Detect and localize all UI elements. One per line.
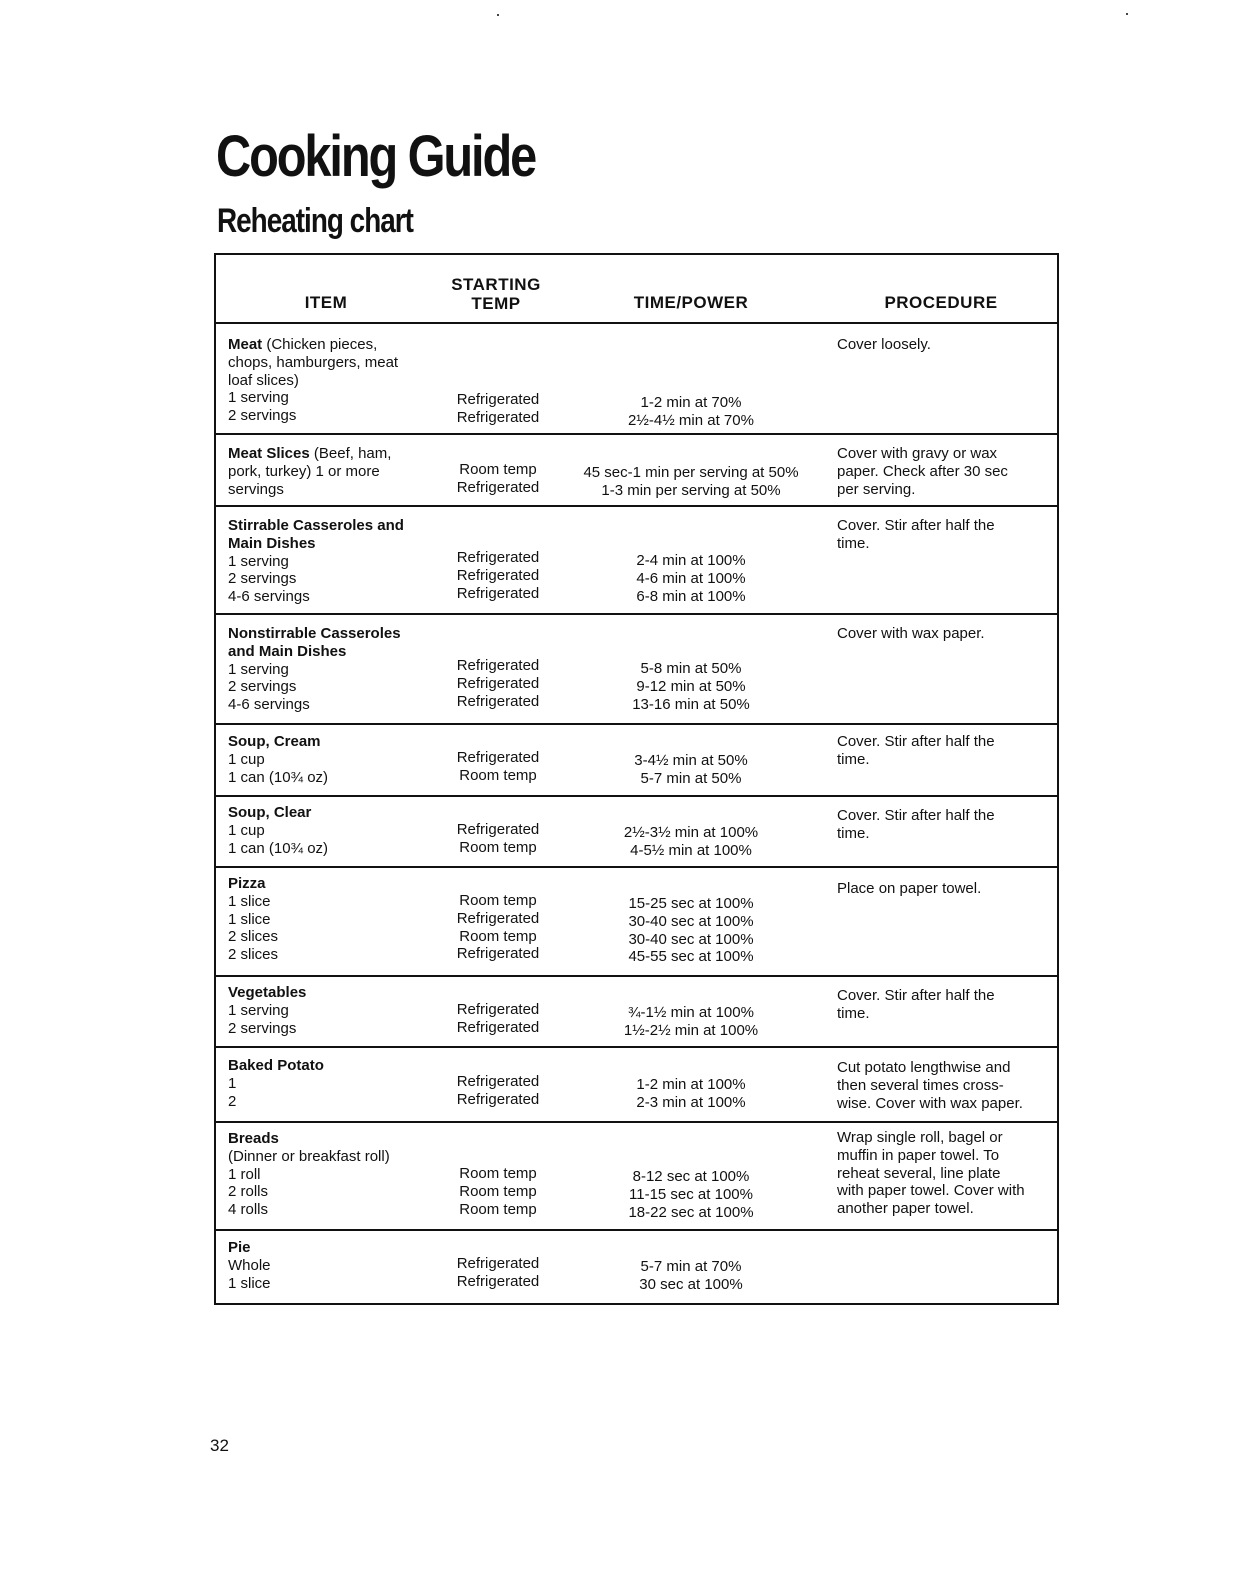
procedure-line: Cover. Stir after half the xyxy=(837,733,995,750)
starting-temp: Refrigerated xyxy=(456,566,540,584)
item-line: 1 xyxy=(228,1074,237,1092)
item-cell xyxy=(228,625,438,714)
table-row xyxy=(216,725,1057,797)
table-row xyxy=(216,977,1057,1048)
item-name: Pizza xyxy=(228,875,266,892)
time-power: 1½-2½ min at 100% xyxy=(623,1021,759,1039)
item-title-line xyxy=(228,804,438,822)
procedure-line: wise. Cover with wax paper. xyxy=(837,1094,1023,1112)
header-temp-line2: TEMP xyxy=(471,294,521,313)
procedure-line: muffin in paper towel. To xyxy=(837,1146,1000,1164)
page-number: 32 xyxy=(210,1436,229,1455)
header-time-power: TIME/POWER xyxy=(633,293,749,312)
starting-temp: Refrigerated xyxy=(456,1073,540,1090)
time-power-cell xyxy=(556,660,826,713)
time-power-cell xyxy=(556,1076,826,1112)
scan-speck xyxy=(1126,13,1128,15)
time-power: 4-6 min at 100% xyxy=(636,569,746,587)
item-cell xyxy=(228,875,438,964)
procedure-line: time. xyxy=(837,1004,870,1022)
table-row xyxy=(216,1048,1057,1123)
scan-speck xyxy=(497,14,499,16)
header-temp-line1: STARTING xyxy=(451,275,541,294)
item-note: (Beef, ham, xyxy=(309,445,392,462)
item-line: 1 roll xyxy=(228,1165,261,1183)
starting-temp: Refrigerated xyxy=(456,584,540,602)
starting-temp-cell xyxy=(438,1165,558,1218)
time-power: 30-40 sec at 100% xyxy=(628,930,754,948)
time-power-cell xyxy=(556,464,826,500)
time-power: 6-8 min at 100% xyxy=(636,587,746,605)
starting-temp: Room temp xyxy=(459,927,537,945)
item-line: chops, hamburgers, meat xyxy=(228,353,399,371)
time-power-cell xyxy=(556,1168,826,1221)
procedure-line: Cover. Stir after half the xyxy=(837,987,995,1004)
time-power: 2½-3½ min at 100% xyxy=(623,824,759,841)
starting-temp: Refrigerated xyxy=(456,657,540,674)
time-power-cell xyxy=(556,394,826,430)
time-power: 5-8 min at 50% xyxy=(640,660,742,677)
item-line: 1 slice xyxy=(228,892,271,910)
header-item: ITEM xyxy=(304,293,348,312)
item-line: 2 servings xyxy=(228,570,297,588)
item-line: 4 rolls xyxy=(228,1201,269,1219)
time-power: 8-12 sec at 100% xyxy=(632,1168,750,1185)
item-name: Stirrable Casseroles and xyxy=(228,517,404,534)
time-power-cell xyxy=(556,552,826,605)
item-name: Breads xyxy=(228,1130,279,1147)
header-starting-temp xyxy=(436,275,556,313)
time-power: ¾-1½ min at 100% xyxy=(628,1004,754,1021)
time-power: 2-3 min at 100% xyxy=(636,1093,746,1111)
time-power-cell xyxy=(556,752,826,788)
item-line: 2 servings xyxy=(228,1019,297,1037)
procedure-line: Cut potato lengthwise and xyxy=(837,1059,1011,1076)
procedure-cell xyxy=(837,625,1055,643)
item-name: Meat Slices xyxy=(228,445,310,462)
item-line: 1 serving xyxy=(228,660,289,678)
item-cell xyxy=(228,517,438,606)
starting-temp-cell xyxy=(438,1073,558,1109)
procedure-line: Wrap single roll, bagel or xyxy=(837,1129,1003,1146)
item-name: and Main Dishes xyxy=(228,642,347,660)
item-line: 1 serving xyxy=(228,552,289,570)
item-cell xyxy=(228,984,438,1037)
starting-temp: Refrigerated xyxy=(456,549,540,566)
item-line: 4-6 servings xyxy=(228,696,310,714)
time-power-cell xyxy=(556,824,826,860)
table-row xyxy=(216,507,1057,615)
starting-temp: Refrigerated xyxy=(456,821,540,838)
table-row xyxy=(216,435,1057,507)
starting-temp-cell xyxy=(438,892,558,963)
item-line: loaf slices) xyxy=(228,371,299,389)
procedure-line: reheat several, line plate xyxy=(837,1164,1001,1182)
item-name: Nonstirrable Casseroles xyxy=(228,625,401,642)
procedure-cell xyxy=(837,1129,1055,1218)
item-line: 1 cup xyxy=(228,750,265,768)
starting-temp: Refrigerated xyxy=(456,692,540,710)
time-power-cell xyxy=(556,1004,826,1040)
item-cell xyxy=(228,336,438,425)
starting-temp-cell xyxy=(438,749,558,785)
time-power: 5-7 min at 50% xyxy=(640,769,742,787)
time-power: 2½-4½ min at 70% xyxy=(628,411,754,429)
starting-temp-cell xyxy=(438,821,558,857)
starting-temp: Room temp xyxy=(459,1182,537,1200)
item-cell xyxy=(228,733,438,786)
item-name: Meat xyxy=(228,336,263,353)
item-line: pork, turkey) 1 or more xyxy=(228,462,380,480)
starting-temp: Refrigerated xyxy=(456,1090,540,1108)
time-power: 3-4½ min at 50% xyxy=(634,752,748,769)
procedure-cell xyxy=(837,807,1055,843)
item-cell xyxy=(228,1057,438,1110)
procedure-line: Cover loosely. xyxy=(837,336,931,353)
starting-temp: Refrigerated xyxy=(456,478,540,496)
item-line: 1 can (10¾ oz) xyxy=(228,768,329,786)
starting-temp: Room temp xyxy=(459,892,537,909)
item-title-line xyxy=(228,1239,438,1257)
time-power: 1-2 min at 70% xyxy=(640,394,742,411)
starting-temp: Refrigerated xyxy=(456,1018,540,1036)
time-power: 15-25 sec at 100% xyxy=(628,895,754,912)
item-title-line xyxy=(228,1057,438,1075)
starting-temp: Room temp xyxy=(459,1165,537,1182)
item-line: 1 cup xyxy=(228,821,265,839)
starting-temp: Refrigerated xyxy=(456,945,540,963)
time-power: 30 sec at 100% xyxy=(639,1275,743,1293)
table-body xyxy=(216,324,1057,1303)
table-row xyxy=(216,868,1057,977)
procedure-line: time. xyxy=(837,534,870,552)
item-line: 2 rolls xyxy=(228,1183,269,1201)
procedure-line: Cover with wax paper. xyxy=(837,625,985,642)
item-title-line xyxy=(228,445,438,463)
starting-temp: Room temp xyxy=(459,838,537,856)
item-title-line xyxy=(228,336,438,354)
procedure-line: Cover. Stir after half the xyxy=(837,807,995,824)
procedure-line: time. xyxy=(837,824,870,842)
item-line: 2 slices xyxy=(228,946,279,964)
item-line: 1 can (10¾ oz) xyxy=(228,839,329,857)
table-row xyxy=(216,615,1057,725)
item-line: 1 slice xyxy=(228,1274,271,1292)
time-power: 4-5½ min at 100% xyxy=(630,841,752,859)
item-line: 2 xyxy=(228,1092,237,1110)
item-name: Vegetables xyxy=(228,984,307,1001)
time-power: 2-4 min at 100% xyxy=(636,552,746,569)
item-line: 1 serving xyxy=(228,389,289,407)
procedure-line: per serving. xyxy=(837,480,916,498)
item-line: 1 slice xyxy=(228,910,271,928)
item-title-line xyxy=(228,733,438,751)
time-power: 1-3 min per serving at 50% xyxy=(601,481,781,499)
item-name: Soup, Clear xyxy=(228,804,312,821)
procedure-cell xyxy=(837,336,1055,354)
starting-temp-cell xyxy=(438,657,558,710)
time-power-cell xyxy=(556,1258,826,1294)
time-power-cell xyxy=(556,895,826,966)
starting-temp: Room temp xyxy=(459,461,537,478)
item-title-line xyxy=(228,875,438,893)
item-title-line xyxy=(228,984,438,1002)
starting-temp-cell xyxy=(438,461,558,497)
item-cell xyxy=(228,445,438,498)
starting-temp-cell xyxy=(438,1001,558,1037)
item-name: Main Dishes xyxy=(228,534,316,552)
starting-temp: Refrigerated xyxy=(456,391,540,408)
time-power: 1-2 min at 100% xyxy=(636,1076,746,1093)
table-header xyxy=(216,255,1057,324)
starting-temp: Room temp xyxy=(459,766,537,784)
time-power: 11-15 sec at 100% xyxy=(629,1185,753,1203)
item-cell xyxy=(228,804,438,857)
starting-temp-cell xyxy=(438,549,558,602)
procedure-line: Cover. Stir after half the xyxy=(837,517,995,534)
starting-temp: Refrigerated xyxy=(456,1255,540,1272)
time-power: 30-40 sec at 100% xyxy=(628,912,754,930)
item-name: Pie xyxy=(228,1239,251,1256)
procedure-cell xyxy=(837,733,1055,769)
page-title: Cooking Guide xyxy=(216,124,536,189)
item-cell xyxy=(228,1239,438,1292)
procedure-cell xyxy=(837,880,1055,898)
starting-temp: Room temp xyxy=(459,1200,537,1218)
section-subtitle: Reheating chart xyxy=(217,202,413,240)
item-line: servings xyxy=(228,480,284,498)
procedure-line: then several times cross- xyxy=(837,1076,1004,1094)
header-procedure: PROCEDURE xyxy=(884,293,998,312)
item-line: (Dinner or breakfast roll) xyxy=(228,1147,390,1165)
starting-temp: Refrigerated xyxy=(456,1272,540,1290)
item-line: 2 servings xyxy=(228,407,297,425)
table-row xyxy=(216,1231,1057,1303)
time-power: 45-55 sec at 100% xyxy=(628,948,754,966)
item-title-line xyxy=(228,1130,438,1148)
time-power: 13-16 min at 50% xyxy=(632,695,750,713)
item-line: 1 serving xyxy=(228,1001,289,1019)
item-name: Soup, Cream xyxy=(228,733,321,750)
time-power: 45 sec-1 min per serving at 50% xyxy=(583,464,799,481)
item-line: 2 servings xyxy=(228,678,297,696)
procedure-cell xyxy=(837,445,1055,498)
procedure-line: with paper towel. Cover with xyxy=(837,1182,1025,1200)
procedure-line: time. xyxy=(837,750,870,768)
item-line: Whole xyxy=(228,1256,271,1274)
procedure-line: Place on paper towel. xyxy=(837,880,982,897)
item-line: 4-6 servings xyxy=(228,588,310,606)
starting-temp-cell xyxy=(438,391,558,427)
time-power: 18-22 sec at 100% xyxy=(628,1203,754,1221)
starting-temp: Refrigerated xyxy=(456,1001,540,1018)
reheating-table xyxy=(214,253,1059,1305)
procedure-cell xyxy=(837,517,1055,553)
time-power: 9-12 min at 50% xyxy=(636,677,746,695)
time-power: 5-7 min at 70% xyxy=(640,1258,742,1275)
procedure-line: another paper towel. xyxy=(837,1200,974,1218)
starting-temp-cell xyxy=(438,1255,558,1291)
starting-temp: Refrigerated xyxy=(456,909,540,927)
starting-temp: Refrigerated xyxy=(456,674,540,692)
table-row xyxy=(216,324,1057,435)
table-row xyxy=(216,797,1057,868)
item-line: 2 slices xyxy=(228,928,279,946)
item-note: (Chicken pieces, xyxy=(262,336,378,353)
procedure-cell xyxy=(837,987,1055,1023)
procedure-line: Cover with gravy or wax xyxy=(837,445,998,462)
starting-temp: Refrigerated xyxy=(456,408,540,426)
starting-temp: Refrigerated xyxy=(456,749,540,766)
item-cell xyxy=(228,1130,438,1219)
procedure-line: paper. Check after 30 sec xyxy=(837,462,1008,480)
table-row xyxy=(216,1123,1057,1231)
procedure-cell xyxy=(837,1059,1055,1112)
item-name: Baked Potato xyxy=(228,1057,324,1074)
